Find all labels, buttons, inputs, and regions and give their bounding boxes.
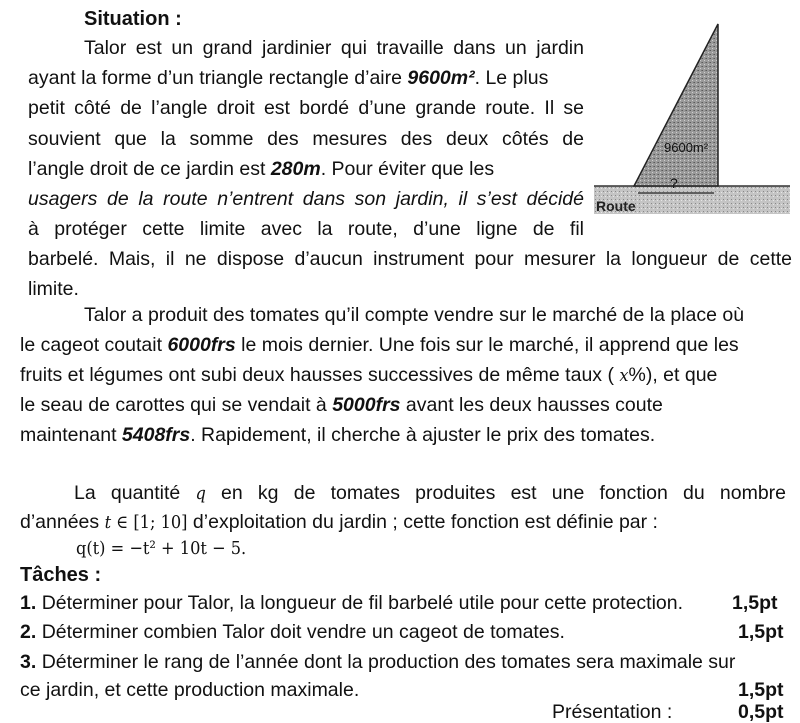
para1-line9: limite. [28, 278, 79, 300]
para1-line4: souvient que la somme des mesures des deux côtés de [28, 128, 584, 150]
tasks-heading: Tâches : [20, 564, 102, 586]
para1-line5: l’angle droit de ce jardin est 280m. Pour éviter que les [28, 158, 495, 180]
task-3-points: 1,5pt [738, 679, 784, 701]
garden-diagram [594, 18, 790, 216]
para3-line2: d’années t ∈ [1; 10] d’exploitation du jardin ; cette fonction est définie par : [20, 511, 658, 533]
para2-line3: fruits et légumes ont subi deux hausses successives de même taux ( x%), et que [20, 364, 718, 386]
para3-line1: La quantité q en kg de tomates produites est une fonction du nombre [74, 482, 787, 504]
task-2: 2. Déterminer combien Talor doit vendre un cageot de tomates. [20, 621, 565, 643]
para2-line5: maintenant 5408frs. Rapidement, il cherche à ajuster le prix des tomates. [20, 424, 656, 446]
para1-line3: petit côté de l’angle droit est bordé d’une grande route. Il se [28, 97, 584, 119]
presentation-points: 0,5pt [738, 701, 784, 723]
para1-line2: ayant la forme d’un triangle rectangle d’aire 9600m². Le plus [28, 67, 549, 89]
para1-line6: usagers de la route n’entrent dans son jardin, il s’est décidé [28, 188, 584, 210]
para2-line2: le cageot coutait 6000frs le mois dernier. Une fois sur le marché, il apprend que les [20, 334, 739, 356]
para2-line1: Talor a produit des tomates qu’il compte vendre sur le marché de la place où [84, 304, 745, 326]
sum-value: 280m [270, 158, 321, 180]
area-value: 9600m² [407, 67, 475, 89]
para2-line4: le seau de carottes qui se vendait à 5000frs avant les deux hausses coute [20, 394, 663, 416]
carrot-new-price: 5408frs [121, 424, 191, 446]
carrot-old-price: 5000frs [332, 394, 401, 416]
presentation-label: Présentation : [552, 701, 673, 723]
garden-figure [594, 18, 790, 216]
para1-line1: Talor est un grand jardinier qui travaille dans un jardin [84, 37, 584, 59]
task-1: 1. Déterminer pour Talor, la longueur de fil barbelé utile pour cette protection. [20, 592, 684, 614]
formula-q: q(t) = −t² + 10t − 5. [76, 538, 247, 559]
task-3: 3. Déterminer le rang de l’année dont la production des tomates sera maximale sur [20, 651, 736, 673]
garden-triangle [634, 24, 718, 186]
situation-heading: Situation : [84, 8, 182, 30]
area-label: 9600m² [664, 140, 709, 155]
task-3-cont: ce jardin, et cette production maximale. [20, 679, 360, 701]
unknown-label: ? [670, 175, 678, 191]
para1-line7: à protéger cette limite avec la route, d’une ligne de fil [28, 218, 584, 240]
road-label: Route [596, 198, 636, 214]
cageot-price: 6000frs [167, 334, 236, 356]
para1-line8: barbelé. Mais, il ne dispose d’aucun instrument pour mesurer la longueur de cette [28, 248, 792, 270]
task-1-points: 1,5pt [732, 592, 778, 614]
task-2-points: 1,5pt [738, 621, 784, 643]
